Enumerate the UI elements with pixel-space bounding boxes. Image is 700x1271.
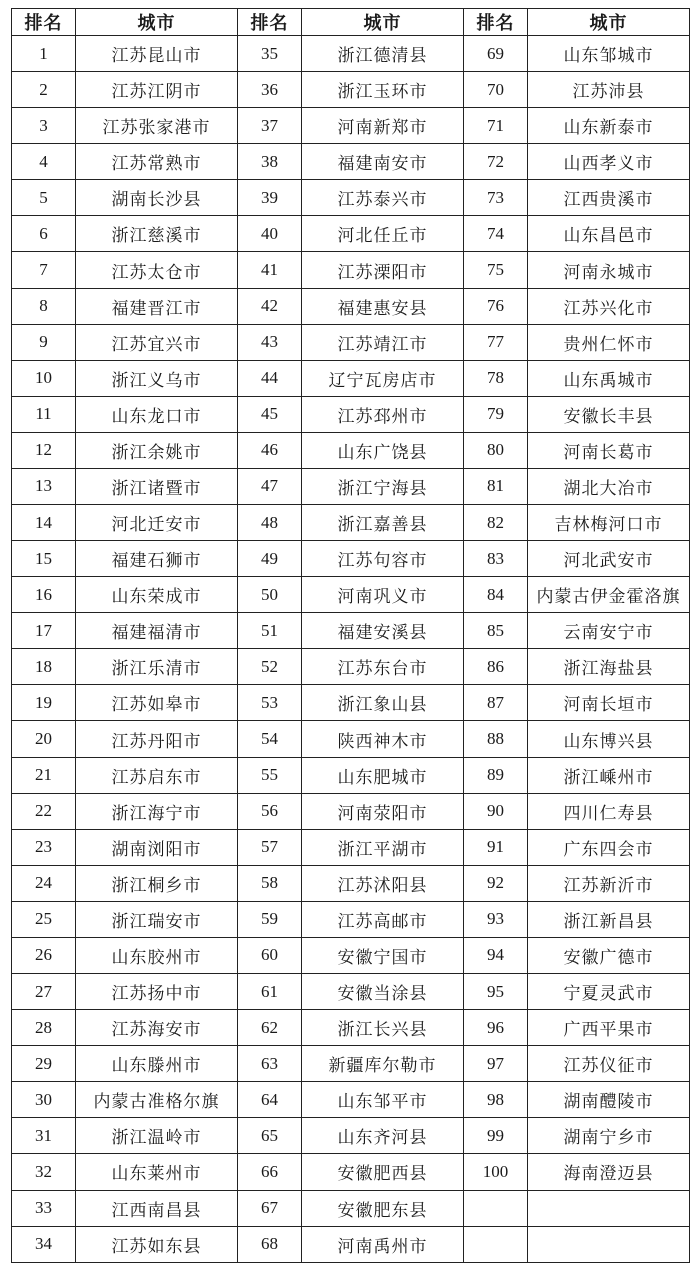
rank-cell: 62 [238,1010,302,1046]
rank-cell: 88 [464,721,528,757]
city-cell: 河南荥阳市 [302,793,464,829]
rank-cell: 42 [238,288,302,324]
city-cell: 浙江海盐县 [528,649,690,685]
rank-cell: 96 [464,1010,528,1046]
rank-cell: 24 [12,865,76,901]
city-cell: 山西孝义市 [528,144,690,180]
city-cell: 河北任丘市 [302,216,464,252]
rank-cell: 4 [12,144,76,180]
table-row [12,72,690,108]
table-row [12,108,690,144]
city-cell: 山东莱州市 [76,1154,238,1190]
city-cell: 新疆库尔勒市 [302,1046,464,1082]
table-row [12,649,690,685]
header-rank: 排名 [12,9,76,36]
city-cell: 江苏沛县 [528,72,690,108]
city-cell: 浙江新昌县 [528,901,690,937]
city-cell: 江苏仪征市 [528,1046,690,1082]
rank-cell: 9 [12,324,76,360]
rank-cell: 1 [12,36,76,72]
rank-cell: 72 [464,144,528,180]
city-cell: 山东滕州市 [76,1046,238,1082]
city-cell: 河南长葛市 [528,432,690,468]
rank-cell: 81 [464,468,528,504]
city-cell: 江苏高邮市 [302,901,464,937]
city-cell: 福建安溪县 [302,613,464,649]
rank-cell: 12 [12,432,76,468]
city-cell: 江苏新沂市 [528,865,690,901]
city-cell: 江苏如皋市 [76,685,238,721]
rank-cell: 89 [464,757,528,793]
city-cell: 江苏兴化市 [528,288,690,324]
city-cell: 浙江平湖市 [302,829,464,865]
city-cell: 江苏如东县 [76,1226,238,1262]
rank-cell: 58 [238,865,302,901]
rank-cell: 2 [12,72,76,108]
rank-cell: 45 [238,396,302,432]
rank-cell: 69 [464,36,528,72]
city-cell: 福建晋江市 [76,288,238,324]
rank-cell: 95 [464,974,528,1010]
rank-cell: 17 [12,613,76,649]
city-cell: 江苏溧阳市 [302,252,464,288]
table-row [12,505,690,541]
rank-cell: 56 [238,793,302,829]
rank-cell: 7 [12,252,76,288]
rank-cell: 93 [464,901,528,937]
rank-cell: 100 [464,1154,528,1190]
city-cell: 广西平果市 [528,1010,690,1046]
city-cell: 广东四会市 [528,829,690,865]
table-row [12,721,690,757]
table-row [12,793,690,829]
rank-cell: 21 [12,757,76,793]
rank-cell: 83 [464,541,528,577]
city-cell [528,1226,690,1262]
rank-cell: 79 [464,396,528,432]
rank-cell: 30 [12,1082,76,1118]
rank-cell: 34 [12,1226,76,1262]
city-cell: 湖南长沙县 [76,180,238,216]
rank-cell: 84 [464,577,528,613]
rank-cell: 68 [238,1226,302,1262]
city-cell: 江西南昌县 [76,1190,238,1226]
city-cell: 河南巩义市 [302,577,464,613]
header-city: 城市 [528,9,690,36]
rank-cell: 55 [238,757,302,793]
table-row [12,36,690,72]
table-row [12,865,690,901]
city-cell: 山东邹平市 [302,1082,464,1118]
city-cell: 山东肥城市 [302,757,464,793]
rank-cell: 43 [238,324,302,360]
city-cell: 山东昌邑市 [528,216,690,252]
rank-cell: 27 [12,974,76,1010]
rank-cell: 64 [238,1082,302,1118]
city-cell: 江苏扬中市 [76,974,238,1010]
rank-cell: 15 [12,541,76,577]
city-cell: 湖南浏阳市 [76,829,238,865]
city-cell: 安徽广德市 [528,937,690,973]
table-row [12,613,690,649]
rank-cell: 82 [464,505,528,541]
rank-cell: 63 [238,1046,302,1082]
rank-cell: 65 [238,1118,302,1154]
city-cell: 江西贵溪市 [528,180,690,216]
city-cell: 山东博兴县 [528,721,690,757]
rank-cell: 70 [464,72,528,108]
city-cell: 山东广饶县 [302,432,464,468]
rank-cell: 97 [464,1046,528,1082]
city-cell: 江苏江阴市 [76,72,238,108]
city-cell: 福建南安市 [302,144,464,180]
city-cell: 江苏邳州市 [302,396,464,432]
header-rank: 排名 [464,9,528,36]
rank-cell: 78 [464,360,528,396]
ranking-table [11,8,690,1263]
city-cell: 浙江桐乡市 [76,865,238,901]
city-cell: 江苏靖江市 [302,324,464,360]
city-cell: 山东齐河县 [302,1118,464,1154]
rank-cell: 57 [238,829,302,865]
rank-cell: 59 [238,901,302,937]
city-cell: 浙江余姚市 [76,432,238,468]
city-cell: 辽宁瓦房店市 [302,360,464,396]
rank-cell: 8 [12,288,76,324]
city-cell: 浙江长兴县 [302,1010,464,1046]
table-row [12,180,690,216]
city-cell: 河南永城市 [528,252,690,288]
city-cell: 江苏沭阳县 [302,865,464,901]
city-cell: 浙江宁海县 [302,468,464,504]
table-row [12,324,690,360]
table-row [12,541,690,577]
table-row [12,432,690,468]
city-cell: 山东胶州市 [76,937,238,973]
city-cell: 江苏泰兴市 [302,180,464,216]
rank-cell: 85 [464,613,528,649]
rank-cell: 40 [238,216,302,252]
rank-cell: 20 [12,721,76,757]
rank-cell: 77 [464,324,528,360]
rank-cell: 41 [238,252,302,288]
rank-cell: 38 [238,144,302,180]
table-row [12,937,690,973]
rank-cell: 31 [12,1118,76,1154]
rank-cell: 66 [238,1154,302,1190]
city-cell: 江苏张家港市 [76,108,238,144]
rank-cell: 19 [12,685,76,721]
city-cell: 河北迁安市 [76,505,238,541]
rank-cell: 37 [238,108,302,144]
city-cell: 浙江义乌市 [76,360,238,396]
city-cell: 吉林梅河口市 [528,505,690,541]
rank-cell: 50 [238,577,302,613]
rank-cell: 46 [238,432,302,468]
rank-cell: 6 [12,216,76,252]
city-cell: 湖北大冶市 [528,468,690,504]
rank-cell: 28 [12,1010,76,1046]
city-cell: 浙江嵊州市 [528,757,690,793]
city-cell: 江苏丹阳市 [76,721,238,757]
city-cell: 江苏海安市 [76,1010,238,1046]
city-cell: 安徽当涂县 [302,974,464,1010]
city-cell: 安徽宁国市 [302,937,464,973]
city-cell: 江苏句容市 [302,541,464,577]
rank-cell: 87 [464,685,528,721]
rank-cell: 35 [238,36,302,72]
table-row [12,396,690,432]
city-cell: 浙江象山县 [302,685,464,721]
city-cell: 江苏太仓市 [76,252,238,288]
rank-cell: 51 [238,613,302,649]
table-row [12,144,690,180]
city-cell: 内蒙古准格尔旗 [76,1082,238,1118]
city-cell: 浙江温岭市 [76,1118,238,1154]
city-cell: 江苏东台市 [302,649,464,685]
rank-cell: 92 [464,865,528,901]
rank-cell: 94 [464,937,528,973]
city-cell: 四川仁寿县 [528,793,690,829]
rank-cell: 3 [12,108,76,144]
city-cell: 浙江慈溪市 [76,216,238,252]
table-row [12,1190,690,1226]
rank-cell: 47 [238,468,302,504]
rank-cell: 80 [464,432,528,468]
table-row [12,974,690,1010]
header-rank: 排名 [238,9,302,36]
table-row [12,1046,690,1082]
rank-cell: 91 [464,829,528,865]
city-cell: 浙江德清县 [302,36,464,72]
city-cell: 河南新郑市 [302,108,464,144]
table-row [12,1082,690,1118]
rank-cell: 86 [464,649,528,685]
rank-cell: 13 [12,468,76,504]
rank-cell: 5 [12,180,76,216]
table-row [12,288,690,324]
city-cell: 江苏昆山市 [76,36,238,72]
rank-cell: 54 [238,721,302,757]
city-cell: 河南长垣市 [528,685,690,721]
rank-cell [464,1190,528,1226]
table-row [12,577,690,613]
rank-cell: 39 [238,180,302,216]
city-cell: 浙江海宁市 [76,793,238,829]
header-city: 城市 [76,9,238,36]
city-cell: 浙江玉环市 [302,72,464,108]
rank-cell: 74 [464,216,528,252]
table-row [12,360,690,396]
city-cell: 浙江诸暨市 [76,468,238,504]
rank-cell: 36 [238,72,302,108]
city-cell: 河北武安市 [528,541,690,577]
city-cell: 江苏宜兴市 [76,324,238,360]
table-row [12,757,690,793]
city-cell: 山东荣成市 [76,577,238,613]
rank-cell: 48 [238,505,302,541]
rank-cell: 22 [12,793,76,829]
rank-cell: 99 [464,1118,528,1154]
table-row [12,829,690,865]
table-row [12,216,690,252]
city-cell: 山东新泰市 [528,108,690,144]
rank-cell: 18 [12,649,76,685]
city-cell [528,1190,690,1226]
table-row [12,1226,690,1262]
table-row [12,1118,690,1154]
table-row [12,1010,690,1046]
rank-cell: 44 [238,360,302,396]
city-cell: 福建福清市 [76,613,238,649]
rank-cell: 25 [12,901,76,937]
rank-cell: 11 [12,396,76,432]
rank-cell: 26 [12,937,76,973]
rank-cell: 29 [12,1046,76,1082]
city-cell: 浙江嘉善县 [302,505,464,541]
rank-cell: 33 [12,1190,76,1226]
city-cell: 安徽肥西县 [302,1154,464,1190]
header-city: 城市 [302,9,464,36]
city-cell: 湖南宁乡市 [528,1118,690,1154]
table-row [12,1154,690,1190]
city-cell: 安徽肥东县 [302,1190,464,1226]
city-cell: 山东禹城市 [528,360,690,396]
city-cell: 云南安宁市 [528,613,690,649]
rank-cell: 61 [238,974,302,1010]
rank-cell: 67 [238,1190,302,1226]
table-row [12,901,690,937]
city-cell: 福建惠安县 [302,288,464,324]
city-cell: 河南禹州市 [302,1226,464,1262]
table-row [12,685,690,721]
header-row [12,9,690,36]
city-cell: 安徽长丰县 [528,396,690,432]
rank-cell: 32 [12,1154,76,1190]
city-cell: 福建石狮市 [76,541,238,577]
table-row [12,468,690,504]
rank-cell: 10 [12,360,76,396]
rank-cell: 53 [238,685,302,721]
rank-cell: 14 [12,505,76,541]
city-cell: 宁夏灵武市 [528,974,690,1010]
city-cell: 贵州仁怀市 [528,324,690,360]
table-row [12,252,690,288]
city-cell: 江苏常熟市 [76,144,238,180]
rank-cell: 16 [12,577,76,613]
rank-cell: 76 [464,288,528,324]
rank-cell [464,1226,528,1262]
city-cell: 山东龙口市 [76,396,238,432]
city-cell: 湖南醴陵市 [528,1082,690,1118]
rank-cell: 90 [464,793,528,829]
city-cell: 江苏启东市 [76,757,238,793]
rank-cell: 73 [464,180,528,216]
rank-cell: 52 [238,649,302,685]
table-body [12,36,690,1263]
city-cell: 浙江乐清市 [76,649,238,685]
rank-cell: 98 [464,1082,528,1118]
city-cell: 陕西神木市 [302,721,464,757]
city-cell: 浙江瑞安市 [76,901,238,937]
rank-cell: 49 [238,541,302,577]
rank-cell: 75 [464,252,528,288]
rank-cell: 60 [238,937,302,973]
city-cell: 山东邹城市 [528,36,690,72]
rank-cell: 23 [12,829,76,865]
city-cell: 海南澄迈县 [528,1154,690,1190]
city-cell: 内蒙古伊金霍洛旗 [528,577,690,613]
rank-cell: 71 [464,108,528,144]
